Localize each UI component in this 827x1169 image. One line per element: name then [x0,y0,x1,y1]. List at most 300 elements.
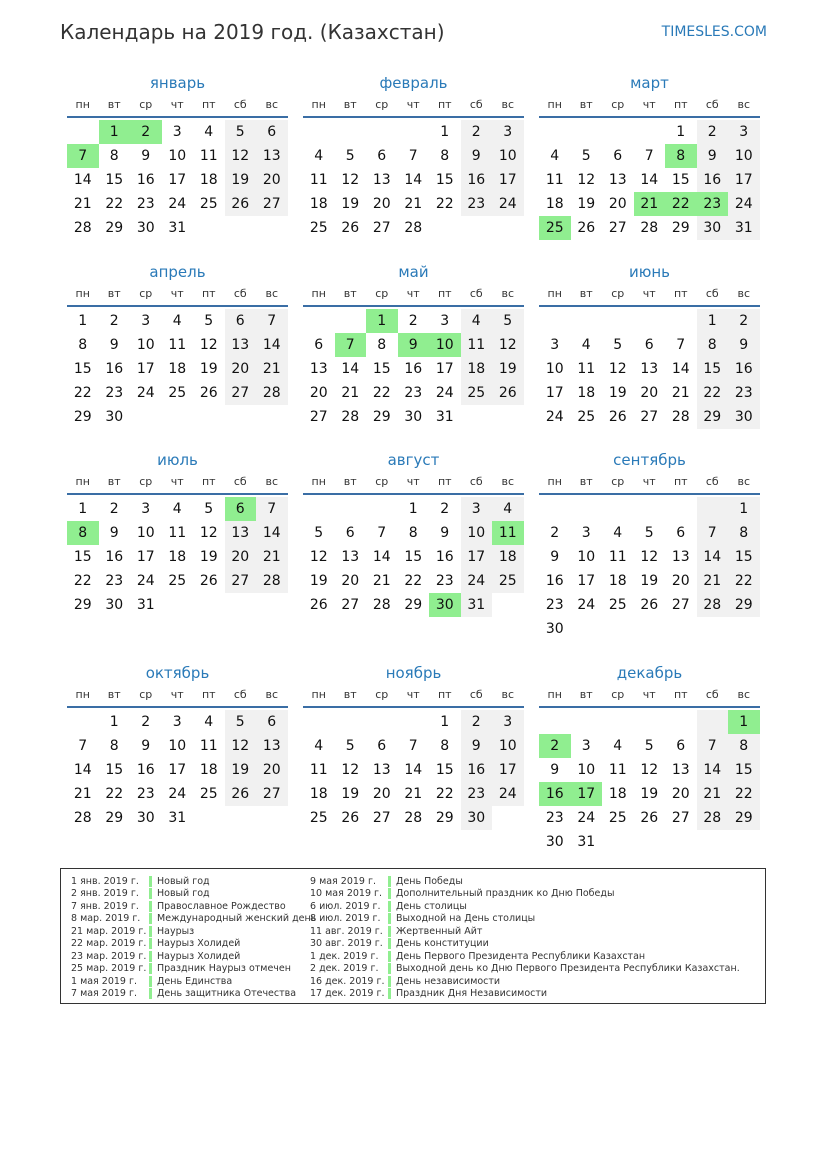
day-cell[interactable]: 3 [550,337,560,353]
day-cell[interactable]: 6 [676,738,686,754]
day-cell[interactable]: 1 [78,501,88,517]
day-cell[interactable]: 31 [577,834,596,850]
day-cell[interactable]: 1 [440,714,450,730]
day-cell[interactable]: 29 [105,220,124,236]
day-cell[interactable]: 6 [256,120,288,144]
day-cell[interactable]: 17 [577,573,596,589]
day-cell[interactable]: 15 [404,549,423,565]
day-cell[interactable]: 16 [461,758,493,782]
day-cell[interactable]: 10 [492,734,524,758]
day-cell[interactable]: 18 [309,196,328,212]
day-cell[interactable]: 22 [73,385,92,401]
day-cell[interactable]: 2 [461,120,493,144]
day-cell[interactable]: 31 [728,216,760,240]
day-cell[interactable]: 5 [492,309,524,333]
day-cell[interactable]: 19 [640,786,659,802]
day-cell[interactable]: 27 [372,220,391,236]
day-cell[interactable]: 23 [435,573,454,589]
day-cell[interactable]: 3 [492,710,524,734]
day-cell[interactable]: 24 [168,196,187,212]
day-cell[interactable]: 16 [136,172,155,188]
day-cell[interactable]: 28 [671,409,690,425]
day-cell[interactable]: 21 [404,196,423,212]
day-cell[interactable]: 30 [136,810,155,826]
day-cell[interactable]: 19 [199,549,218,565]
day-cell[interactable]: 24 [136,573,155,589]
day-cell[interactable]: 7 [697,521,729,545]
day-cell[interactable]: 3 [581,738,591,754]
day-cell[interactable]: 2 [461,710,493,734]
day-cell[interactable]: 5 [644,738,654,754]
day-cell[interactable]: 27 [256,782,288,806]
day-cell[interactable]: 2 [440,501,450,517]
day-cell[interactable]: 28 [404,220,423,236]
day-cell[interactable]: 29 [372,409,391,425]
holiday-day-cell[interactable]: 16 [539,782,571,806]
day-cell[interactable]: 24 [577,597,596,613]
day-cell[interactable]: 12 [608,361,627,377]
day-cell[interactable]: 20 [225,357,257,381]
holiday-day-cell[interactable]: 25 [539,216,571,240]
day-cell[interactable]: 18 [461,357,493,381]
site-logo[interactable]: TIMESLES.COM [661,24,767,40]
day-cell[interactable]: 18 [199,762,218,778]
day-cell[interactable]: 8 [109,148,119,164]
day-cell[interactable]: 23 [136,786,155,802]
day-cell[interactable]: 12 [309,549,328,565]
day-cell[interactable]: 3 [581,525,591,541]
day-cell[interactable]: 31 [136,597,155,613]
day-cell[interactable]: 16 [105,549,124,565]
day-cell[interactable]: 16 [461,168,493,192]
day-cell[interactable]: 26 [199,385,218,401]
day-cell[interactable]: 14 [671,361,690,377]
day-cell[interactable]: 12 [199,525,218,541]
day-cell[interactable]: 5 [345,148,355,164]
day-cell[interactable]: 12 [492,333,524,357]
day-cell[interactable]: 16 [697,168,729,192]
day-cell[interactable]: 4 [550,148,560,164]
day-cell[interactable]: 9 [697,144,729,168]
holiday-day-cell[interactable]: 22 [665,192,697,216]
day-cell[interactable]: 31 [461,593,493,617]
day-cell[interactable]: 1 [728,497,760,521]
day-cell[interactable]: 26 [199,573,218,589]
day-cell[interactable]: 28 [73,810,92,826]
day-cell[interactable]: 3 [141,313,151,329]
day-cell[interactable]: 13 [225,333,257,357]
holiday-day-cell[interactable]: 2 [130,120,162,144]
day-cell[interactable]: 19 [341,196,360,212]
day-cell[interactable]: 4 [172,501,182,517]
day-cell[interactable]: 8 [728,734,760,758]
day-cell[interactable]: 5 [225,710,257,734]
day-cell[interactable]: 4 [172,313,182,329]
holiday-day-cell[interactable]: 7 [67,144,99,168]
day-cell[interactable]: 18 [309,786,328,802]
day-cell[interactable]: 9 [728,333,760,357]
day-cell[interactable]: 17 [136,549,155,565]
day-cell[interactable]: 2 [697,120,729,144]
day-cell[interactable]: 6 [256,710,288,734]
day-cell[interactable]: 19 [640,573,659,589]
day-cell[interactable]: 10 [577,762,596,778]
day-cell[interactable]: 28 [341,409,360,425]
day-cell[interactable]: 26 [225,782,257,806]
day-cell[interactable]: 30 [697,216,729,240]
day-cell[interactable]: 12 [577,172,596,188]
day-cell[interactable]: 22 [105,786,124,802]
day-cell[interactable]: 5 [204,501,214,517]
day-cell[interactable]: 7 [377,525,387,541]
day-cell[interactable]: 29 [671,220,690,236]
day-cell[interactable]: 13 [309,361,328,377]
day-cell[interactable]: 18 [608,573,627,589]
day-cell[interactable]: 24 [728,192,760,216]
day-cell[interactable]: 23 [404,385,423,401]
day-cell[interactable]: 20 [309,385,328,401]
day-cell[interactable]: 8 [78,337,88,353]
day-cell[interactable]: 17 [168,762,187,778]
day-cell[interactable]: 17 [545,385,564,401]
day-cell[interactable]: 4 [613,525,623,541]
day-cell[interactable]: 27 [640,409,659,425]
day-cell[interactable]: 6 [676,525,686,541]
day-cell[interactable]: 26 [309,597,328,613]
day-cell[interactable]: 11 [168,525,187,541]
day-cell[interactable]: 17 [435,361,454,377]
day-cell[interactable]: 9 [440,525,450,541]
day-cell[interactable]: 17 [168,172,187,188]
day-cell[interactable]: 14 [372,549,391,565]
day-cell[interactable]: 16 [728,357,760,381]
day-cell[interactable]: 10 [728,144,760,168]
day-cell[interactable]: 28 [640,220,659,236]
day-cell[interactable]: 23 [105,573,124,589]
day-cell[interactable]: 11 [608,549,627,565]
day-cell[interactable]: 21 [697,569,729,593]
day-cell[interactable]: 2 [408,313,418,329]
day-cell[interactable]: 28 [372,597,391,613]
day-cell[interactable]: 18 [168,549,187,565]
day-cell[interactable]: 15 [697,357,729,381]
day-cell[interactable]: 29 [728,806,760,830]
day-cell[interactable]: 5 [314,525,324,541]
day-cell[interactable]: 7 [256,309,288,333]
day-cell[interactable]: 22 [697,381,729,405]
day-cell[interactable]: 1 [440,124,450,140]
day-cell[interactable]: 24 [492,782,524,806]
day-cell[interactable]: 2 [109,501,119,517]
day-cell[interactable]: 6 [314,337,324,353]
holiday-day-cell[interactable]: 23 [697,192,729,216]
day-cell[interactable]: 20 [225,545,257,569]
day-cell[interactable]: 14 [256,333,288,357]
day-cell[interactable]: 22 [105,196,124,212]
day-cell[interactable]: 12 [640,762,659,778]
day-cell[interactable]: 15 [728,758,760,782]
day-cell[interactable]: 4 [204,124,214,140]
day-cell[interactable]: 7 [78,738,88,754]
day-cell[interactable]: 5 [581,148,591,164]
day-cell[interactable]: 8 [697,333,729,357]
day-cell[interactable]: 15 [105,762,124,778]
day-cell[interactable]: 29 [697,405,729,429]
day-cell[interactable]: 5 [204,313,214,329]
day-cell[interactable]: 25 [199,196,218,212]
day-cell[interactable]: 30 [105,409,124,425]
day-cell[interactable]: 9 [550,549,560,565]
day-cell[interactable]: 21 [73,196,92,212]
day-cell[interactable]: 8 [377,337,387,353]
day-cell[interactable]: 29 [73,597,92,613]
day-cell[interactable]: 14 [73,762,92,778]
day-cell[interactable]: 31 [435,409,454,425]
day-cell[interactable]: 9 [109,525,119,541]
day-cell[interactable]: 4 [492,497,524,521]
day-cell[interactable]: 29 [73,409,92,425]
day-cell[interactable]: 22 [435,196,454,212]
day-cell[interactable]: 11 [608,762,627,778]
holiday-day-cell[interactable]: 11 [492,521,524,545]
day-cell[interactable]: 18 [199,172,218,188]
day-cell[interactable]: 2 [109,313,119,329]
day-cell[interactable]: 20 [671,573,690,589]
day-cell[interactable]: 13 [372,172,391,188]
day-cell[interactable]: 24 [461,569,493,593]
day-cell[interactable]: 25 [461,381,493,405]
day-cell[interactable]: 23 [461,192,493,216]
day-cell[interactable]: 19 [341,786,360,802]
day-cell[interactable]: 19 [608,385,627,401]
day-cell[interactable]: 12 [199,337,218,353]
day-cell[interactable]: 7 [408,148,418,164]
day-cell[interactable]: 13 [256,734,288,758]
day-cell[interactable]: 26 [640,597,659,613]
day-cell[interactable]: 7 [256,497,288,521]
day-cell[interactable]: 27 [671,810,690,826]
day-cell[interactable]: 7 [697,734,729,758]
day-cell[interactable]: 3 [141,501,151,517]
day-cell[interactable]: 22 [404,573,423,589]
day-cell[interactable]: 9 [550,762,560,778]
day-cell[interactable]: 5 [225,120,257,144]
day-cell[interactable]: 13 [341,549,360,565]
day-cell[interactable]: 30 [461,806,493,830]
day-cell[interactable]: 29 [435,810,454,826]
day-cell[interactable]: 10 [168,148,187,164]
day-cell[interactable]: 3 [172,124,182,140]
day-cell[interactable]: 13 [372,762,391,778]
day-cell[interactable]: 15 [728,545,760,569]
day-cell[interactable]: 19 [199,361,218,377]
day-cell[interactable]: 4 [613,738,623,754]
day-cell[interactable]: 11 [199,148,218,164]
day-cell[interactable]: 24 [168,786,187,802]
day-cell[interactable]: 10 [492,144,524,168]
day-cell[interactable]: 17 [136,361,155,377]
day-cell[interactable]: 25 [199,786,218,802]
holiday-day-cell[interactable]: 6 [225,497,257,521]
day-cell[interactable]: 4 [314,148,324,164]
day-cell[interactable]: 18 [577,385,596,401]
day-cell[interactable]: 26 [341,220,360,236]
day-cell[interactable]: 23 [545,597,564,613]
day-cell[interactable]: 8 [728,521,760,545]
day-cell[interactable]: 17 [492,758,524,782]
day-cell[interactable]: 9 [141,738,151,754]
day-cell[interactable]: 16 [545,573,564,589]
day-cell[interactable]: 23 [545,810,564,826]
day-cell[interactable]: 26 [608,409,627,425]
day-cell[interactable]: 23 [136,196,155,212]
day-cell[interactable]: 1 [408,501,418,517]
day-cell[interactable]: 20 [372,196,391,212]
day-cell[interactable]: 30 [404,409,423,425]
day-cell[interactable]: 6 [225,309,257,333]
day-cell[interactable]: 30 [136,220,155,236]
day-cell[interactable]: 23 [105,385,124,401]
day-cell[interactable]: 21 [404,786,423,802]
day-cell[interactable]: 23 [728,381,760,405]
day-cell[interactable]: 6 [345,525,355,541]
day-cell[interactable]: 3 [728,120,760,144]
day-cell[interactable]: 28 [256,381,288,405]
day-cell[interactable]: 7 [644,148,654,164]
day-cell[interactable]: 15 [73,549,92,565]
day-cell[interactable]: 6 [377,148,387,164]
day-cell[interactable]: 21 [73,786,92,802]
day-cell[interactable]: 21 [372,573,391,589]
day-cell[interactable]: 31 [168,810,187,826]
day-cell[interactable]: 16 [404,361,423,377]
day-cell[interactable]: 10 [136,525,155,541]
day-cell[interactable]: 19 [492,357,524,381]
day-cell[interactable]: 20 [256,758,288,782]
day-cell[interactable]: 11 [199,738,218,754]
day-cell[interactable]: 10 [461,521,493,545]
day-cell[interactable]: 27 [256,192,288,216]
day-cell[interactable]: 14 [404,762,423,778]
day-cell[interactable]: 5 [644,525,654,541]
day-cell[interactable]: 31 [168,220,187,236]
day-cell[interactable]: 13 [640,361,659,377]
day-cell[interactable]: 7 [408,738,418,754]
day-cell[interactable]: 25 [608,597,627,613]
day-cell[interactable]: 14 [341,361,360,377]
day-cell[interactable]: 24 [492,192,524,216]
day-cell[interactable]: 20 [341,573,360,589]
day-cell[interactable]: 14 [697,545,729,569]
day-cell[interactable]: 15 [73,361,92,377]
holiday-day-cell[interactable]: 17 [571,782,603,806]
day-cell[interactable]: 26 [341,810,360,826]
day-cell[interactable]: 7 [676,337,686,353]
day-cell[interactable]: 20 [671,786,690,802]
day-cell[interactable]: 30 [105,597,124,613]
day-cell[interactable]: 26 [492,381,524,405]
day-cell[interactable]: 13 [225,521,257,545]
day-cell[interactable]: 27 [608,220,627,236]
day-cell[interactable]: 8 [440,738,450,754]
day-cell[interactable]: 12 [225,144,257,168]
day-cell[interactable]: 17 [461,545,493,569]
day-cell[interactable]: 15 [372,361,391,377]
day-cell[interactable]: 1 [676,124,686,140]
day-cell[interactable]: 12 [225,734,257,758]
day-cell[interactable]: 11 [545,172,564,188]
holiday-day-cell[interactable]: 8 [665,144,697,168]
day-cell[interactable]: 15 [105,172,124,188]
day-cell[interactable]: 27 [225,569,257,593]
day-cell[interactable]: 5 [345,738,355,754]
day-cell[interactable]: 6 [377,738,387,754]
day-cell[interactable]: 14 [697,758,729,782]
day-cell[interactable]: 9 [461,734,493,758]
day-cell[interactable]: 1 [109,714,119,730]
day-cell[interactable]: 22 [435,786,454,802]
day-cell[interactable]: 29 [728,593,760,617]
day-cell[interactable]: 29 [105,810,124,826]
day-cell[interactable]: 13 [256,144,288,168]
day-cell[interactable]: 3 [440,313,450,329]
holiday-day-cell[interactable]: 8 [67,521,99,545]
holiday-day-cell[interactable]: 21 [634,192,666,216]
day-cell[interactable]: 17 [728,168,760,192]
day-cell[interactable]: 11 [168,337,187,353]
day-cell[interactable]: 1 [697,309,729,333]
holiday-day-cell[interactable]: 10 [429,333,461,357]
day-cell[interactable]: 28 [256,569,288,593]
day-cell[interactable]: 22 [73,573,92,589]
day-cell[interactable]: 25 [309,220,328,236]
day-cell[interactable]: 15 [671,172,690,188]
day-cell[interactable]: 10 [545,361,564,377]
holiday-day-cell[interactable]: 1 [728,710,760,734]
day-cell[interactable]: 9 [461,144,493,168]
day-cell[interactable]: 18 [168,361,187,377]
day-cell[interactable]: 15 [435,172,454,188]
day-cell[interactable]: 26 [577,220,596,236]
day-cell[interactable]: 8 [408,525,418,541]
day-cell[interactable]: 20 [256,168,288,192]
day-cell[interactable]: 11 [309,172,328,188]
day-cell[interactable]: 11 [461,333,493,357]
day-cell[interactable]: 20 [640,385,659,401]
day-cell[interactable]: 16 [435,549,454,565]
day-cell[interactable]: 18 [492,545,524,569]
day-cell[interactable]: 14 [73,172,92,188]
day-cell[interactable]: 28 [697,806,729,830]
day-cell[interactable]: 16 [136,762,155,778]
day-cell[interactable]: 4 [461,309,493,333]
day-cell[interactable]: 30 [545,834,564,850]
day-cell[interactable]: 11 [309,762,328,778]
day-cell[interactable]: 9 [141,148,151,164]
day-cell[interactable]: 12 [341,172,360,188]
day-cell[interactable]: 25 [608,810,627,826]
day-cell[interactable]: 22 [372,385,391,401]
day-cell[interactable]: 17 [492,168,524,192]
day-cell[interactable]: 10 [577,549,596,565]
day-cell[interactable]: 19 [577,196,596,212]
day-cell[interactable]: 21 [671,385,690,401]
day-cell[interactable]: 18 [608,786,627,802]
day-cell[interactable]: 21 [256,357,288,381]
day-cell[interactable]: 6 [613,148,623,164]
day-cell[interactable]: 22 [728,569,760,593]
day-cell[interactable]: 13 [608,172,627,188]
